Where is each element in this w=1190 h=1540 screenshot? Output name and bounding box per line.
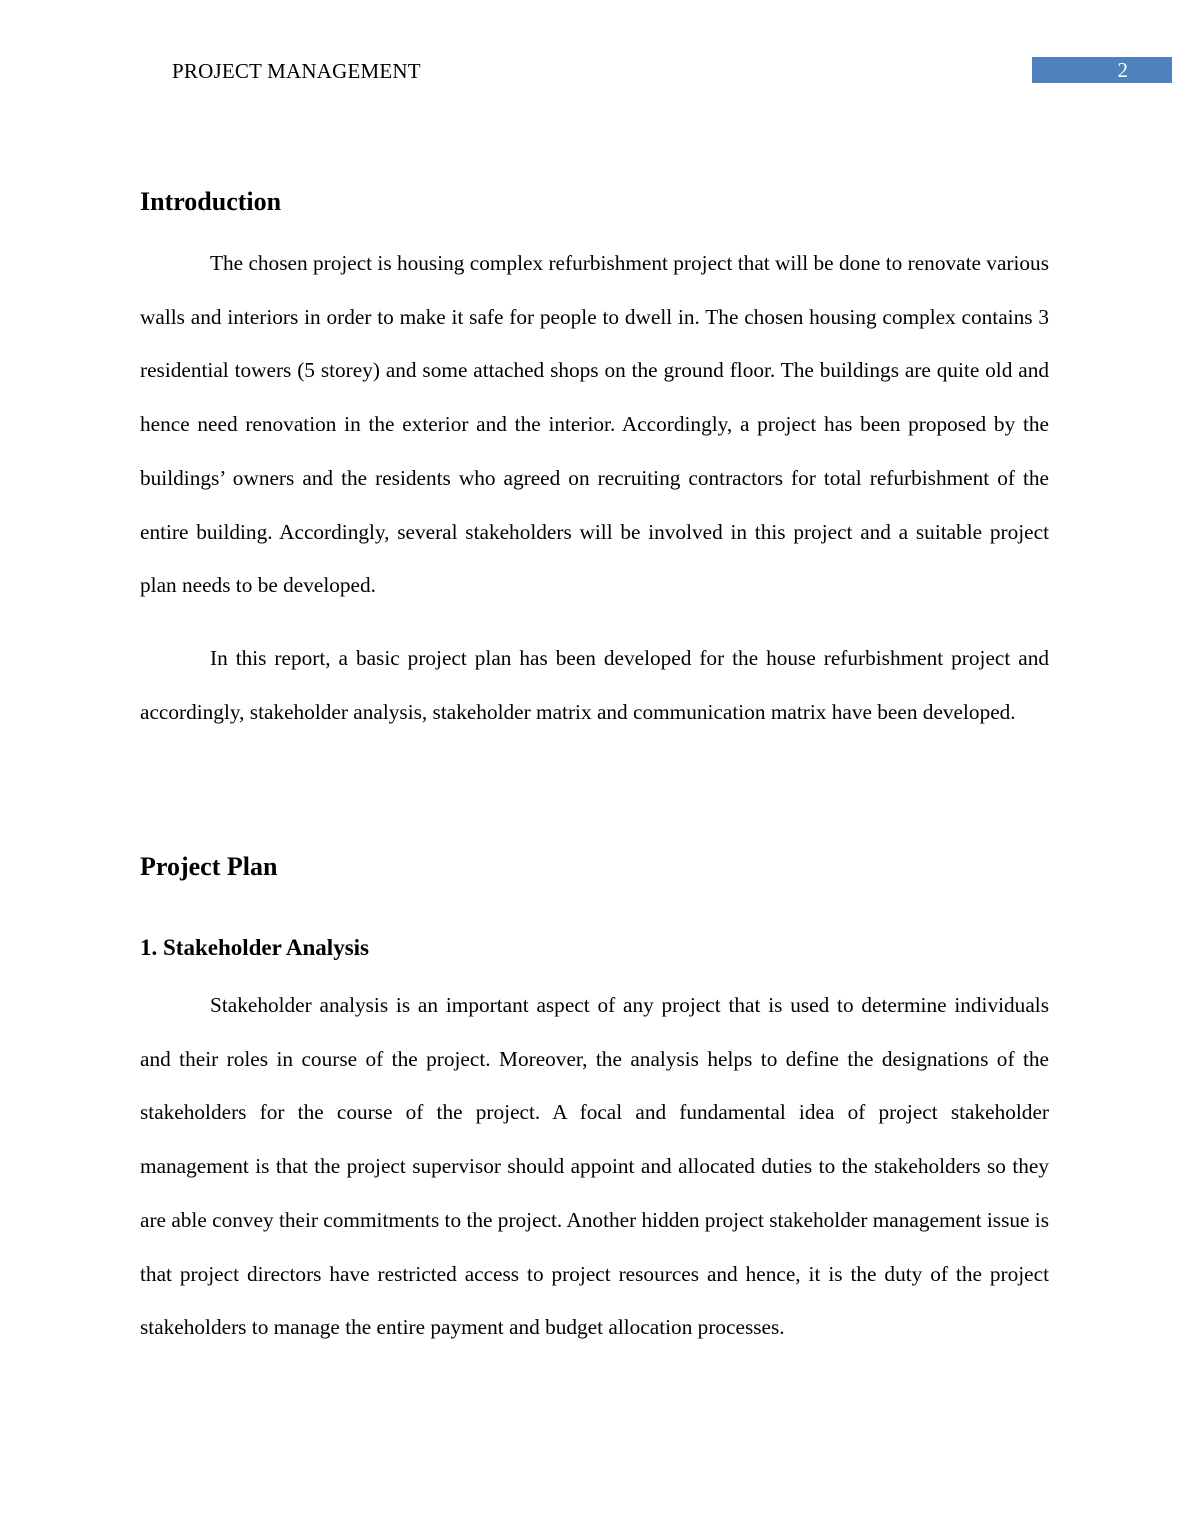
introduction-paragraph-1: The chosen project is housing complex refurbishment project that will be done to renovate various walls and interiors in order to make it safe for people to dwell in. The chosen housing complex contains 3 residential towers (5 storey) and some attached shops on the ground floor. The buildings are quite old and hence need renovation in the exterior and the interior. Accordingly, a project has been proposed by the buildings’ owners and the residents who agreed on recruiting contractors for total refurbishment of the entire building. Accordingly, several stakeholders will be involved in this project and a suitable project plan needs to be developed.: [140, 251, 1049, 598]
introduction-paragraph-2: In this report, a basic project plan has been developed for the house refurbishment project and accordingly, stakeholder analysis, stakeholder matrix and communication matrix have been developed.: [140, 646, 1049, 724]
project-plan-heading: Project Plan: [140, 852, 278, 881]
page-number: 2: [1117, 58, 1128, 82]
stakeholder-analysis-heading: 1. Stakeholder Analysis: [140, 935, 369, 960]
page-number-box: [1032, 57, 1172, 83]
introduction-heading: Introduction: [140, 187, 282, 216]
stakeholder-analysis-paragraph: Stakeholder analysis is an important aspect of any project that is used to determine individuals and their roles in course of the project. Moreover, the analysis helps to define the designations of the stakeholders for the course of the project. A focal and fundamental idea of project stakeholder management is that the project supervisor should appoint and allocated duties to the stakeholders so they are able convey their commitments to the project. Another hidden project stakeholder management issue is that project directors have restricted access to project resources and hence, it is the duty of the project stakeholders to manage the entire payment and budget allocation processes.: [140, 993, 1049, 1340]
running-head: PROJECT MANAGEMENT: [172, 59, 421, 83]
